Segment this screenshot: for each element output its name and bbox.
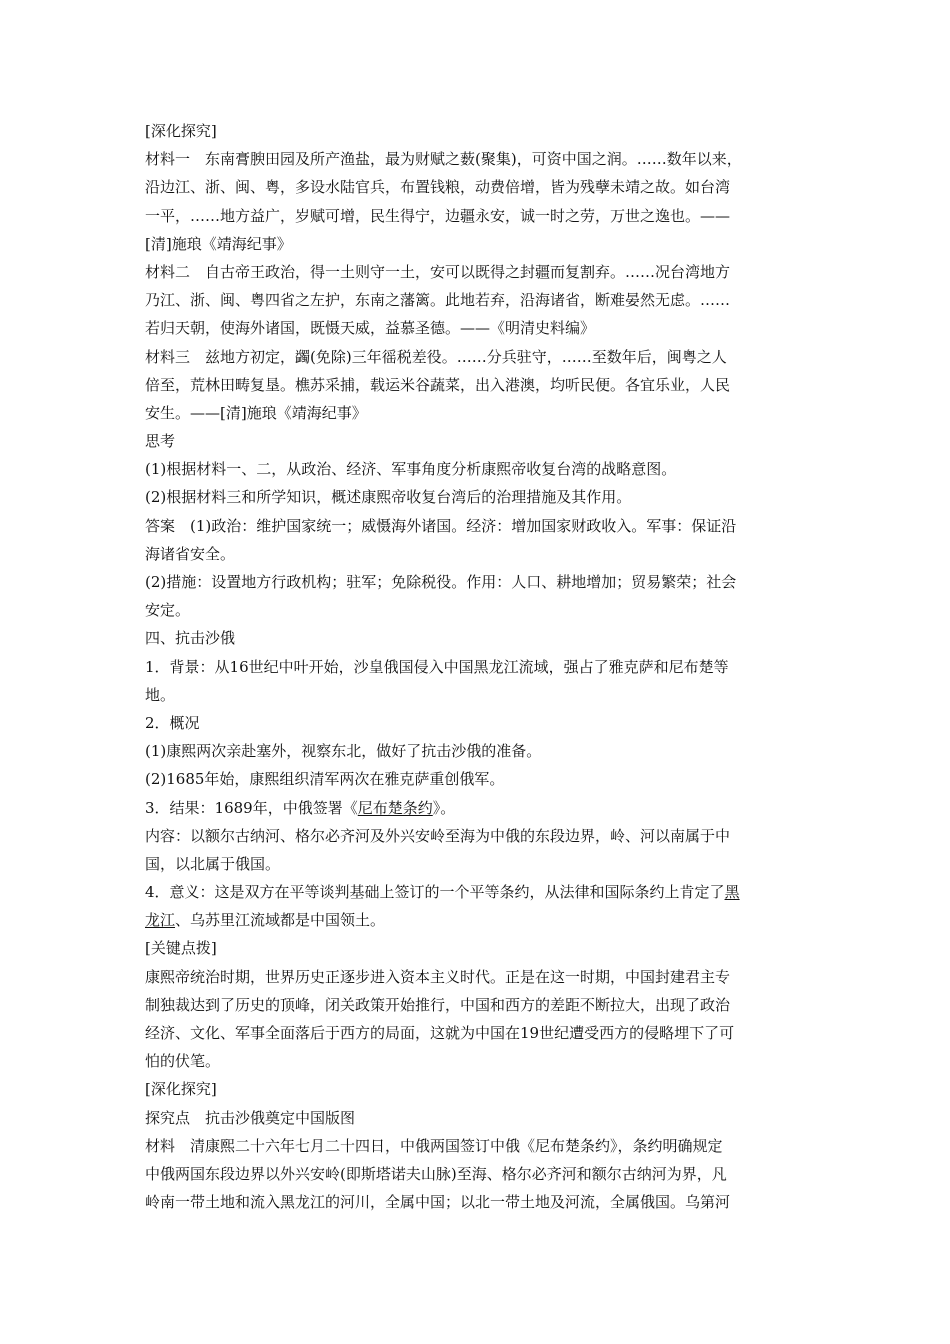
background-line: 地。 <box>145 685 176 704</box>
material-3-line: 安生。——[清]施琅《靖海纪事》 <box>145 403 367 422</box>
background-line: 1．背景：从16世纪中叶开始，沙皇俄国侵入中国黑龙江流域，强占了雅克萨和尼布楚等 <box>145 657 729 676</box>
material-1-line: 材料一 东南膏腴田园及所产渔盐，最为财赋之薮(聚集)，可资中国之润。……数年以来， <box>145 150 742 169</box>
document-body <box>145 117 813 1216</box>
overview-heading: 2．概况 <box>145 713 200 732</box>
question-2: (2)根据材料三和所学知识，概述康熙帝收复台湾后的治理措施及其作用。 <box>145 488 632 507</box>
material-line: 材料 清康熙二十六年七月二十四日，中俄两国签订中俄《尼布楚条约》，条约明确规定 <box>145 1136 723 1155</box>
inquiry-point: 探究点 抗击沙俄奠定中国版图 <box>145 1108 356 1127</box>
section-heading: [深化探究] <box>145 122 217 140</box>
result-line <box>145 794 813 822</box>
overview-item: (2)1685年始，康熙组织清军两次在雅克萨重创俄军。 <box>145 770 505 789</box>
content-line: 内容：以额尔古纳河、格尔必齐河及外兴安岭至海为中俄的东段边界，岭、河以南属于中 <box>145 826 731 845</box>
result-text-end: 》。 <box>432 798 456 817</box>
material-line: 中俄两国东段边界以外兴安岭(即斯塔诺夫山脉)至海、格尔必齐河和额尔古纳河为界，凡 <box>145 1164 727 1183</box>
significance-line <box>145 878 813 906</box>
answer-1-line: 答案 (1)政治：维护国家统一；威慑海外诸国。经济：增加国家财政收入。军事：保证沿 <box>145 516 737 535</box>
answer-2-line: (2)措施：设置地方行政机构；驻军；免除税役。作用：人口、耕地增加；贸易繁荣；社会 <box>145 573 737 591</box>
result-text: 3．结果：1689年，中俄签署《 <box>145 798 358 817</box>
key-points-line: 经济、文化、军事全面落后于西方的局面，这就为中国在19世纪遭受西方的侵略埋下了可 <box>145 1024 735 1042</box>
answer-2-line: 安定。 <box>145 601 191 620</box>
material-line: 岭南一带土地和流入黑龙江的河川，全属中国；以北一带土地及河流，全属俄国。乌第河 <box>145 1193 731 1212</box>
content-line: 国，以北属于俄国。 <box>145 854 281 873</box>
key-points-line: 康熙帝统治时期，世界历史正逐步进入资本主义时代。正是在这一时期，中国封建君主专 <box>145 967 731 986</box>
question-1: (1)根据材料一、二，从政治、经济、军事角度分析康熙帝收复台湾的战略意图。 <box>145 460 677 479</box>
section-heading: [深化探究] <box>145 1080 217 1099</box>
material-1-line: 沿边江、浙、闽、粤，多设水陆官兵，布置钱粮，动费倍增，皆为残孽未靖之故。如台湾 <box>145 178 731 197</box>
material-2-line: 材料二 自古帝王政治，得一土则守一土，安可以既得之封疆而复割弃。……况台湾地方 <box>145 262 731 281</box>
overview-item: (1)康熙两次亲赴塞外，视察东北，做好了抗击沙俄的准备。 <box>145 742 542 761</box>
treaty-name-underlined: 尼布楚条约 <box>357 798 433 817</box>
material-2-line: 若归天朝，使海外诸国，既慑天威，益慕圣德。——《明清史料编》 <box>145 319 596 338</box>
significance-line <box>145 906 813 934</box>
material-3-line: 材料三 兹地方初定，蠲(免除)三年徭税差役。……分兵驻守，……至数年后，闽粤之人 <box>145 347 727 366</box>
significance-text: 4．意义：这是双方在平等谈判基础上签订的一个平等条约，从法律和国际条约上肯定了 <box>145 883 725 902</box>
material-1-line: 一平，……地方益广，岁赋可增，民生得宁，边疆永安，诚一时之劳，万世之逸也。—— <box>145 206 731 225</box>
underlined-text: 龙江 <box>145 911 176 930</box>
significance-text: 、乌苏里江流域都是中国领土。 <box>175 911 386 930</box>
think-heading: 思考 <box>145 432 176 451</box>
material-2-line: 乃江、浙、闽、粤四省之左护，东南之藩篱。此地若弃，沿海诸省，断难晏然无虑。…… <box>145 291 731 310</box>
key-points-line: 制独裁达到了历史的顶峰，闭关政策开始推行，中国和西方的差距不断拉大，出现了政治 <box>145 995 731 1014</box>
section-4-heading: 四、抗击沙俄 <box>145 629 236 648</box>
key-points-line: 怕的伏笔。 <box>145 1052 221 1071</box>
underlined-text: 黑 <box>724 883 740 902</box>
key-points-heading: [关键点拨] <box>145 939 217 958</box>
material-1-source: [清]施琅《靖海纪事》 <box>145 234 292 253</box>
answer-1-line: 海诸省安全。 <box>145 544 236 563</box>
material-3-line: 倍至，荒林田畴复垦。樵苏采捕，载运米谷蔬菜，出入港澳，均听民便。各宜乐业，人民 <box>145 375 731 394</box>
